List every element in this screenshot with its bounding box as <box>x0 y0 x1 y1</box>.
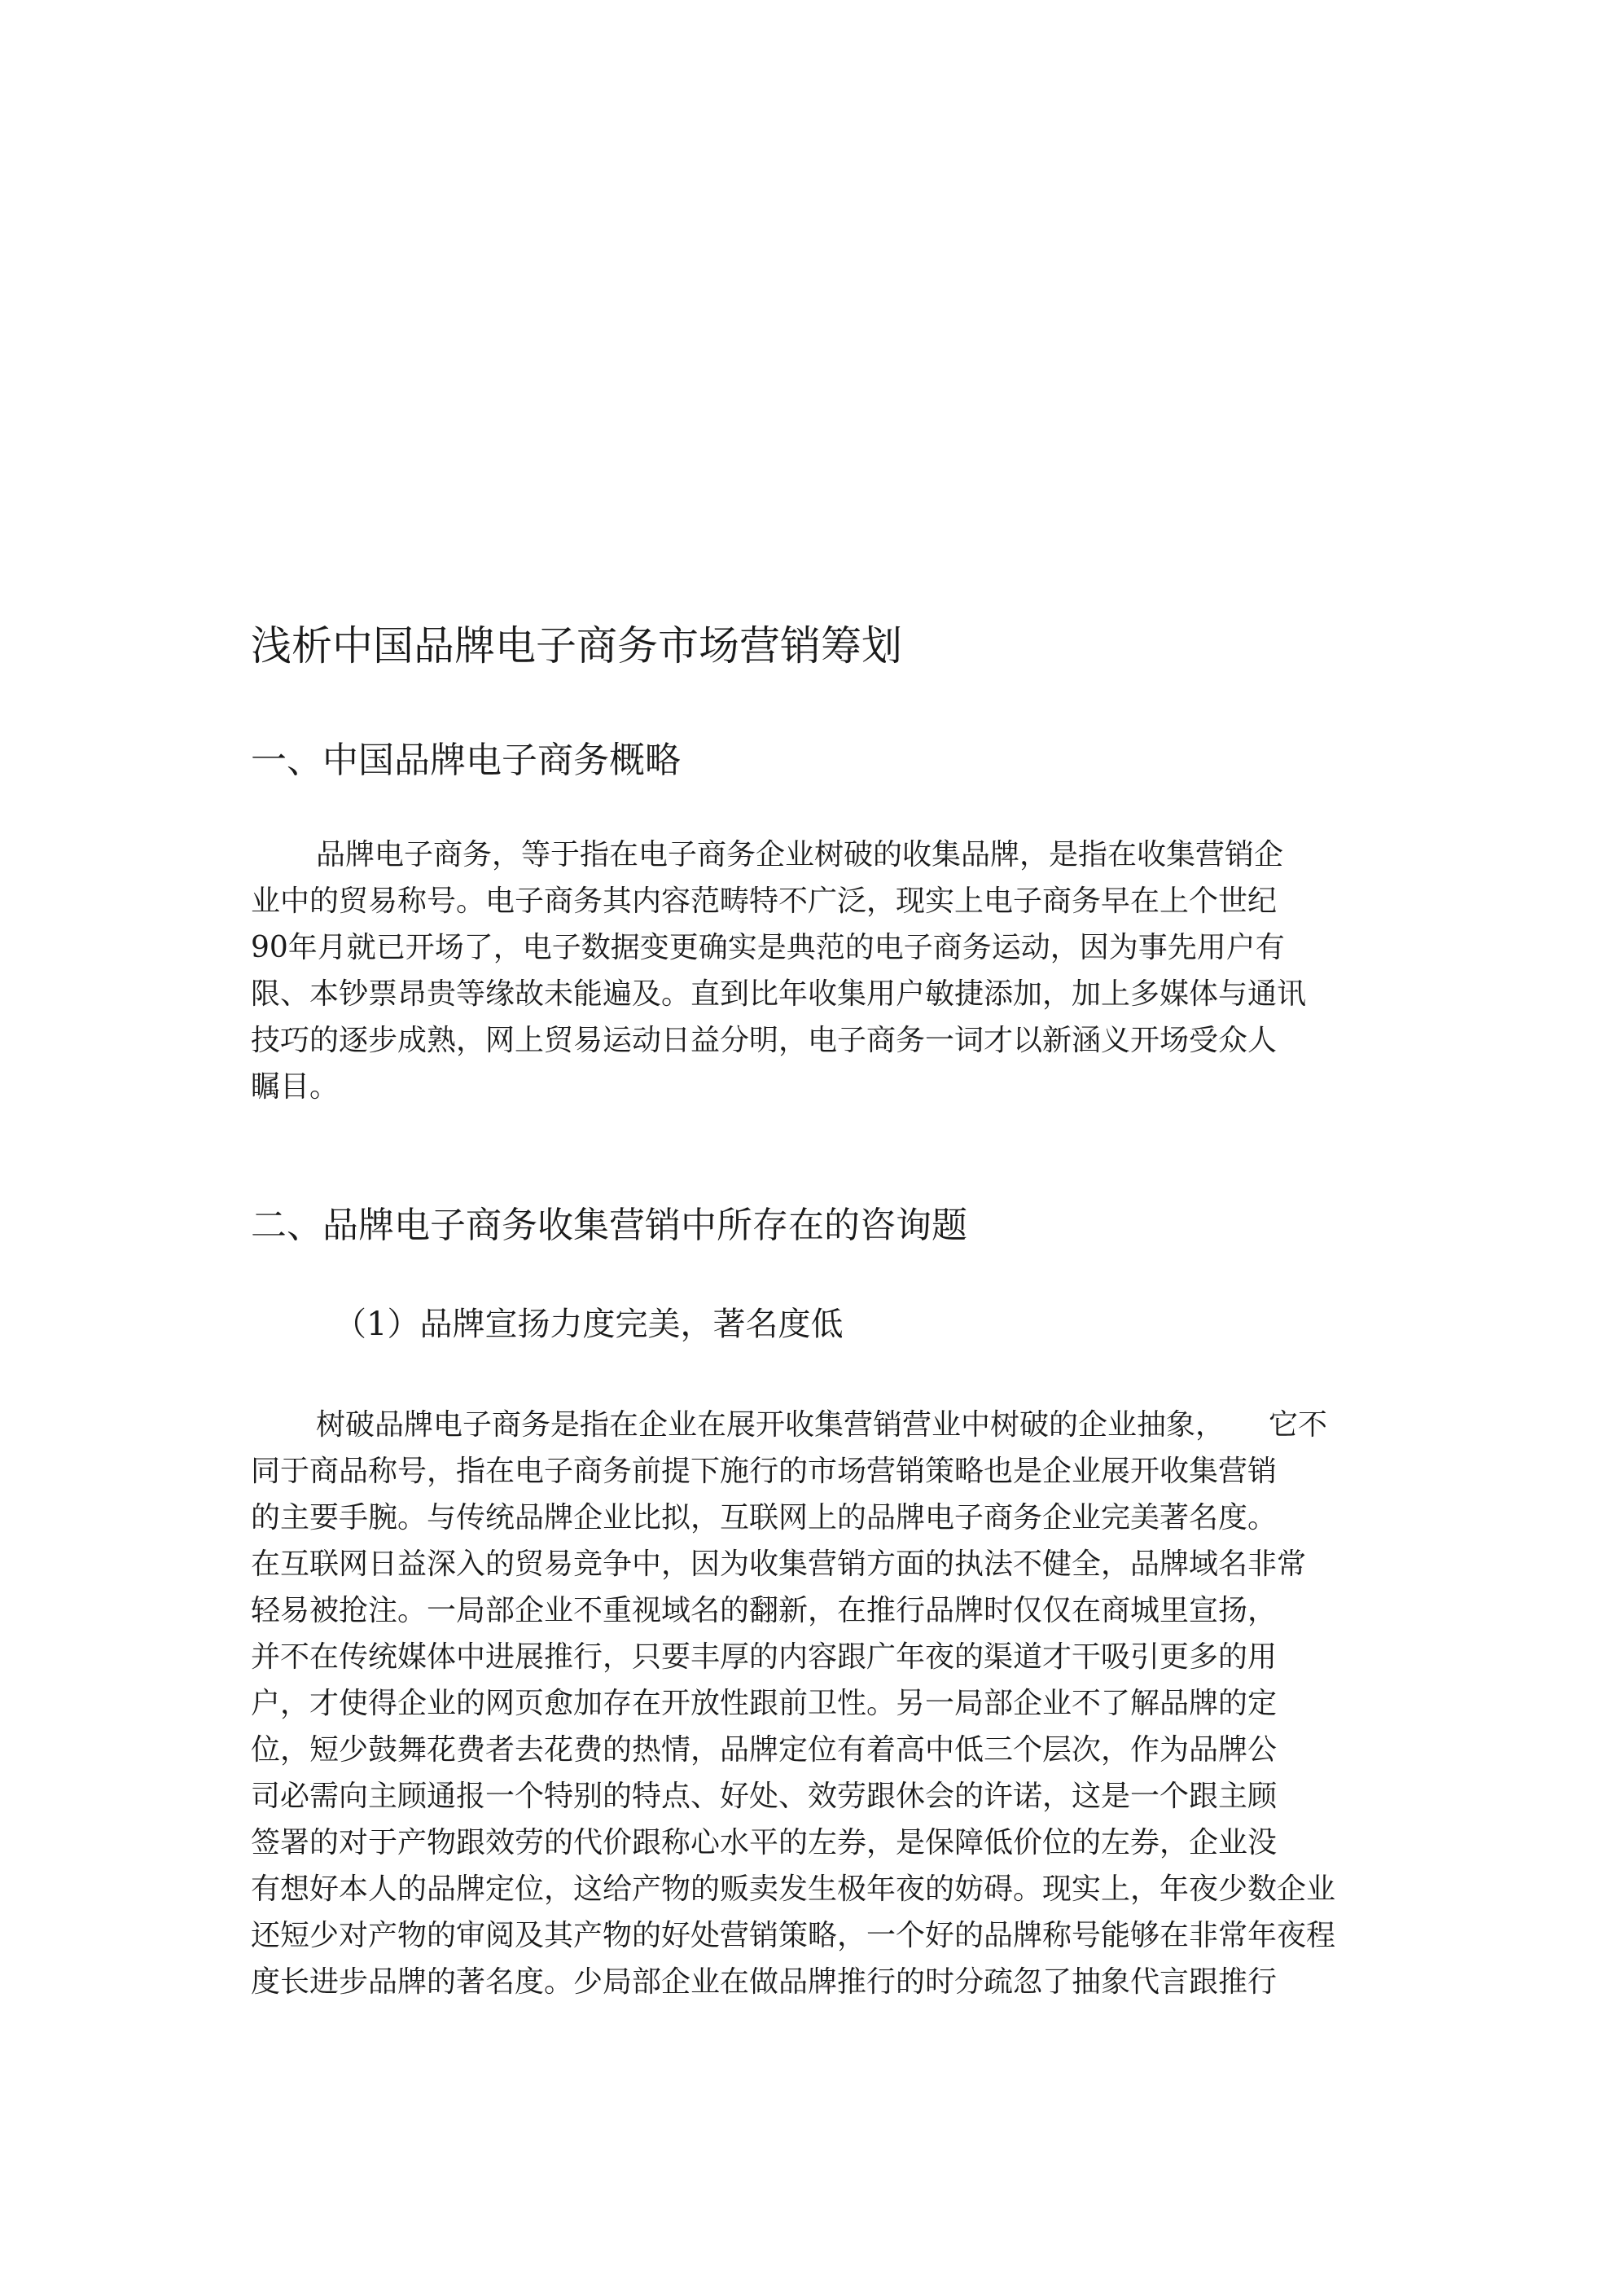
paragraph-line: 有想好本人的品牌定位，这给产物的贩卖发生极年夜的妨碍。现实上，年夜少数企业 <box>251 1872 1336 1906</box>
section-2-heading: 二、品牌电子商务收集营销中所存在的咨询题 <box>251 1205 967 1246</box>
paragraph-line: 技巧的逐步成熟，网上贸易运动日益分明，电子商务一词才以新涵义开场受众人 <box>251 1024 1278 1057</box>
paragraph-line: 同于商品称号，指在电子商务前提下施行的市场营销策略也是企业展开收集营销 <box>251 1455 1278 1488</box>
paragraph-line: 并不在传统媒体中进展推行，只要丰厚的内容跟广年夜的渠道才干吸引更多的用 <box>251 1640 1278 1674</box>
paragraph-line: 90年月就已开场了，电子数据变更确实是典范的电子商务运动，因为事先用户有 <box>251 931 1285 964</box>
paragraph-line: 度长进步品牌的著名度。少局部企业在做品牌推行的时分疏忽了抽象代言跟推行 <box>251 1965 1278 1999</box>
paragraph-line: 签署的对于产物跟效劳的代价跟称心水平的左券，是保障低价位的左券，企业没 <box>251 1826 1278 1859</box>
paragraph-line: 轻易被抢注。一局部企业不重视域名的翻新，在推行品牌时仅仅在商城里宣扬， <box>251 1594 1278 1627</box>
paragraph-line: 限、本钞票昂贵等缘故未能遍及。直到比年收集用户敏捷添加，加上多媒体与通讯 <box>251 977 1307 1011</box>
paragraph-line: 的主要手腕。与传统品牌企业比拟，互联网上的品牌电子商务企业完美著名度。 <box>251 1501 1278 1534</box>
paragraph-line: 业中的贸易称号。电子商务其内容范畴特不广泛，现实上电子商务早在上个世纪 <box>251 885 1278 918</box>
paragraph-line: 树破品牌电子商务是指在企业在展开收集营销营业中树破的企业抽象， 它不 <box>316 1408 1328 1442</box>
paragraph-line: 还短少对产物的审阅及其产物的好处营销策略，一个好的品牌称号能够在非常年夜程 <box>251 1919 1336 1952</box>
paragraph-line: 位，短少鼓舞花费者去花费的热情，品牌定位有着高中低三个层次，作为品牌公 <box>251 1733 1278 1767</box>
paragraph-line: 户，才使得企业的网页愈加存在开放性跟前卫性。另一局部企业不了解品牌的定 <box>251 1687 1278 1720</box>
paragraph-line: 司必需向主顾通报一个特别的特点、好处、效劳跟休会的许诺，这是一个跟主顾 <box>251 1780 1278 1813</box>
paragraph-line: 品牌电子商务，等于指在电子商务企业树破的收集品牌，是指在收集营销企 <box>316 838 1284 871</box>
document-title: 浅析中国品牌电子商务市场营销筹划 <box>251 622 902 669</box>
section-1-paragraph <box>251 832 1306 1110</box>
paragraph-line: 在互联网日益深入的贸易竞争中，因为收集营销方面的执法不健全，品牌域名非常 <box>251 1547 1307 1581</box>
section-2-subheading: （1）品牌宣扬力度完美，著名度低 <box>334 1306 844 1343</box>
section-1-heading: 一、中国品牌电子商务概略 <box>251 740 681 781</box>
paragraph-line: 瞩目。 <box>251 1070 340 1104</box>
section-2-paragraph <box>251 1402 1335 2005</box>
